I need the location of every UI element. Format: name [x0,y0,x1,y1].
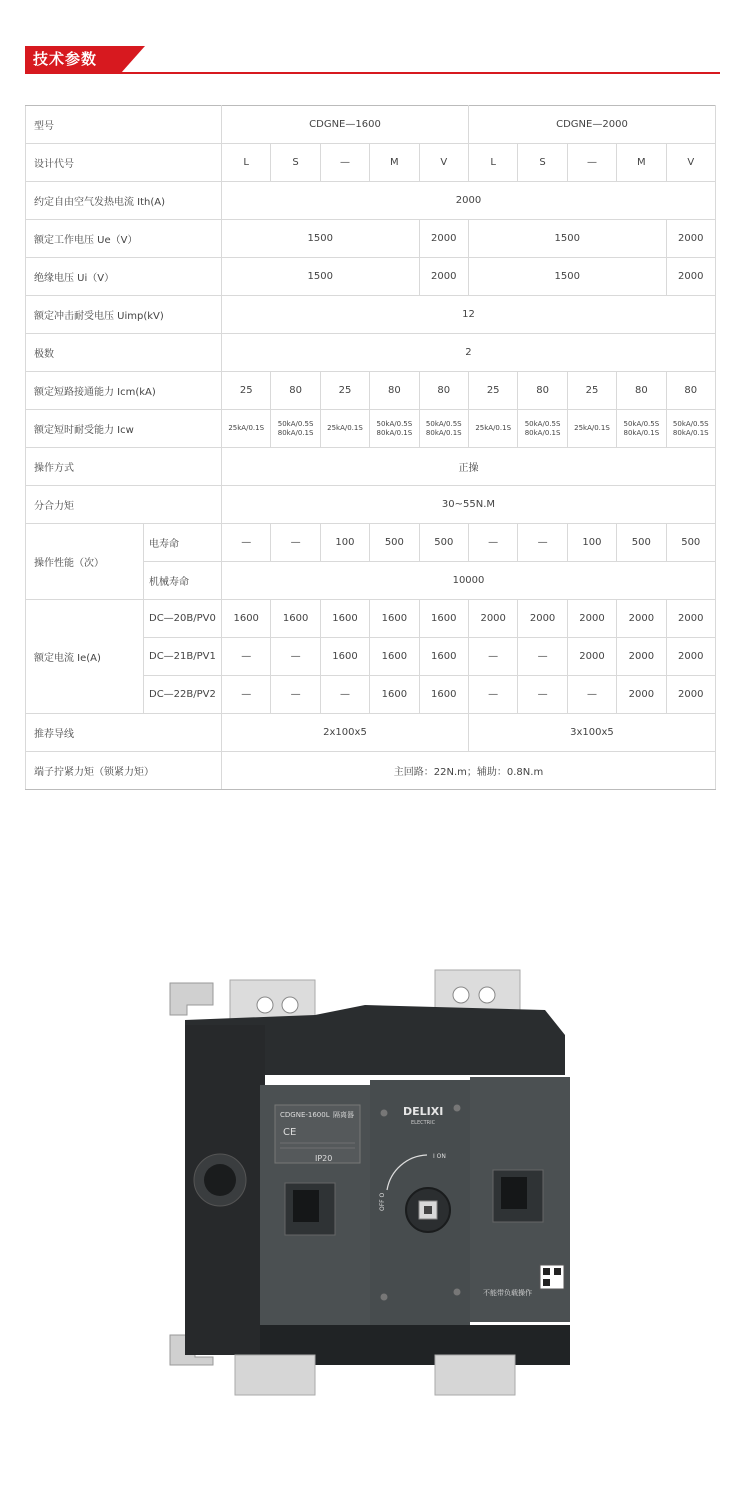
row-label: 端子拧紧力矩（锁紧力矩） [26,752,222,790]
cell [320,410,369,448]
cell: 12 [222,296,716,334]
cell: 1600 [419,676,468,714]
cell: 1600 [320,600,369,638]
cell: — [518,524,567,562]
cell [271,410,320,448]
cell-line: 50kA/0.5S [524,419,561,428]
cell: 80 [271,372,320,410]
cell-line: 50kA/0.5S [376,419,413,428]
row-group-label: 操作性能（次） [26,524,144,600]
row-sub-label: 电寿命 [144,524,222,562]
bottom-terminal-right [435,1355,515,1395]
type-label: 隔离器 [333,1111,354,1119]
cell: — [222,676,271,714]
row-label: 绝缘电压 Ui（V） [26,258,222,296]
cell-line: 80kA/0.1S [425,428,462,437]
screw-icon [381,1110,388,1117]
cell: — [222,524,271,562]
row-sub-label: DC—21B/PV1 [144,638,222,676]
table-row [26,258,716,296]
cell: M [370,144,419,182]
qr-marker [543,1268,550,1275]
cell-line: 80kA/0.1S [277,428,314,437]
cell [468,410,517,448]
cell: 500 [617,524,666,562]
row-label: 分合力矩 [26,486,222,524]
cell: 2000 [468,600,517,638]
spec-table [25,105,716,790]
top-bracket [170,983,213,1015]
cell: 1600 [320,638,369,676]
row-sub-label: DC—20B/PV0 [144,600,222,638]
cell: 2000 [666,676,715,714]
cell: 100 [320,524,369,562]
cell: 80 [617,372,666,410]
cell-line: 80kA/0.1S [524,428,561,437]
cell: 10000 [222,562,716,600]
cell-line: 25kA/0.1S [574,424,610,432]
table-row [26,410,716,448]
cell: 2000 [518,600,567,638]
row-label: 型号 [26,106,222,144]
cell: CDGNE—2000 [468,106,715,144]
row-label: 额定冲击耐受电压 Uimp(kV) [26,296,222,334]
table-row [26,296,716,334]
cell: 2000 [419,258,468,296]
qr-marker [554,1268,561,1275]
cell-line: 80kA/0.1S [623,428,660,437]
table-row [26,714,716,752]
row-label: 约定自由空气发热电流 Ith(A) [26,182,222,220]
table-row [26,600,716,638]
cell: 2000 [666,258,715,296]
cell-line: 80kA/0.1S [672,428,709,437]
section-header [25,46,720,74]
table-row [26,220,716,258]
cell: V [419,144,468,182]
row-sub-label: DC—22B/PV2 [144,676,222,714]
cell: M [617,144,666,182]
bottom-terminal-left [235,1355,315,1395]
header-divider [25,72,720,74]
cell: — [468,524,517,562]
cell: — [567,144,616,182]
cell: V [666,144,715,182]
cell: 1500 [222,258,420,296]
cell: 500 [666,524,715,562]
row-label: 设计代号 [26,144,222,182]
handle-square-core [424,1206,432,1214]
row-group-label: 额定电流 Ie(A) [26,600,144,714]
cell: 500 [419,524,468,562]
cell: L [468,144,517,182]
cell: 2000 [617,600,666,638]
cell: — [320,144,369,182]
section-title: 技术参数 [25,46,121,73]
window-inner [501,1177,527,1209]
row-label: 操作方式 [26,448,222,486]
qr-marker [543,1279,550,1286]
cell: 1600 [370,638,419,676]
cell: S [518,144,567,182]
row-label: 额定工作电压 Ue（V） [26,220,222,258]
cell: — [271,524,320,562]
cell: — [518,638,567,676]
cell: — [518,676,567,714]
table-row [26,372,716,410]
cell: 1600 [419,638,468,676]
cell-line: 25kA/0.1S [228,424,265,432]
cell [567,410,616,448]
cell [617,410,666,448]
row-label: 推荐导线 [26,714,222,752]
table-row [26,524,716,562]
cell: — [271,638,320,676]
cell: 主回路：22N.m；辅助：0.8N.m [222,752,716,790]
cell: 2000 [567,600,616,638]
cell-line: 50kA/0.5S [277,419,314,428]
cell-line: 50kA/0.5S [425,419,462,428]
cell: 1500 [468,258,666,296]
cell: 1600 [419,600,468,638]
cell: 1500 [468,220,666,258]
off-label: OFF O [379,1192,386,1211]
cell: 25 [320,372,369,410]
cell [518,410,567,448]
isolator-product-image [165,965,585,1405]
cell: 80 [518,372,567,410]
cell: 2000 [567,638,616,676]
cell: CDGNE—1600 [222,106,469,144]
cell: — [468,676,517,714]
cell: 2 [222,334,716,372]
cell: 1600 [370,600,419,638]
table-row [26,144,716,182]
cell: 25 [468,372,517,410]
cert-mark: CE [283,1127,297,1138]
row-label: 极数 [26,334,222,372]
table-row [26,106,716,144]
cell: 80 [370,372,419,410]
cell: 2000 [666,638,715,676]
row-label: 额定短时耐受能力 Icw [26,410,222,448]
table-row [26,182,716,220]
table-row [26,334,716,372]
cell: 1600 [370,676,419,714]
cell: — [222,638,271,676]
cell: — [320,676,369,714]
cell-line: 50kA/0.5S [623,419,660,428]
ip-rating: IP20 [315,1154,333,1163]
table-row [26,486,716,524]
cell-line: 80kA/0.1S [376,428,413,437]
cell-line: 25kA/0.1S [327,424,363,432]
cell: 80 [419,372,468,410]
section-title-tail [121,46,145,73]
brand-sub: ELECTRIC [411,1120,436,1126]
on-label: I ON [433,1153,446,1160]
window-inner [293,1190,319,1222]
screw-icon [381,1294,388,1301]
table-row [26,752,716,790]
cell: 100 [567,524,616,562]
cell: 500 [370,524,419,562]
cell: — [567,676,616,714]
screw-icon [454,1105,461,1112]
cell: 2000 [419,220,468,258]
model-label: CDGNE-1600L [280,1111,330,1119]
cell: 30~55N.M [222,486,716,524]
cell [222,410,271,448]
cell: 1600 [222,600,271,638]
cell: 1600 [271,600,320,638]
table-row [26,448,716,486]
cell: 1500 [222,220,420,258]
cell: 2000 [666,220,715,258]
cell: 25 [567,372,616,410]
cell: 正操 [222,448,716,486]
cell-line: 25kA/0.1S [475,424,512,432]
cell: 3x100x5 [468,714,715,752]
cell: 2000 [222,182,716,220]
cell: 2000 [666,600,715,638]
cell: 25 [222,372,271,410]
screw-icon [454,1289,461,1296]
brand-logo: DELIXI [403,1105,444,1118]
row-label: 额定短路接通能力 Icm(kA) [26,372,222,410]
cell: — [468,638,517,676]
cell-line: 50kA/0.5S [672,419,709,428]
side-knob [204,1164,236,1196]
cell [370,410,419,448]
cell [666,410,715,448]
cell: L [222,144,271,182]
cell [419,410,468,448]
row-sub-label: 机械寿命 [144,562,222,600]
cell: 2x100x5 [222,714,469,752]
warning-label: 不能带负载操作 [483,1289,532,1297]
cell: S [271,144,320,182]
cell: — [271,676,320,714]
cell: 2000 [617,676,666,714]
cell: 80 [666,372,715,410]
cell: 2000 [617,638,666,676]
